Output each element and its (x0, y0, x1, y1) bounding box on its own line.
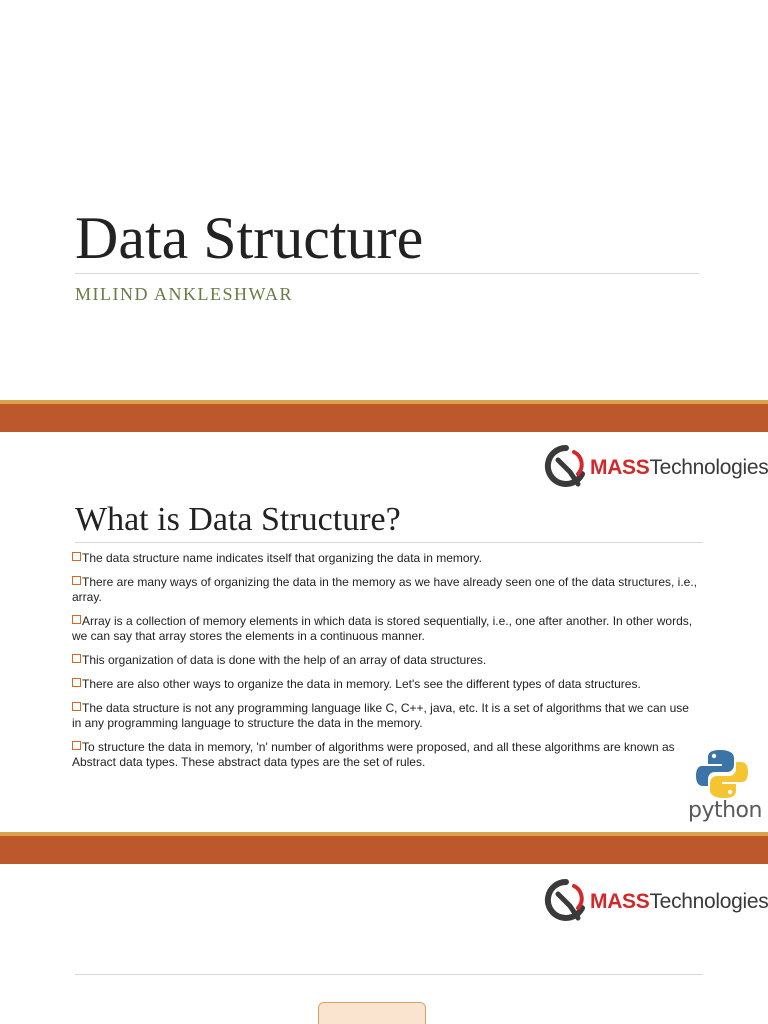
slide-title: Data Structure (75, 205, 424, 271)
title-divider (75, 273, 699, 274)
python-logo-icon (694, 748, 750, 800)
band-edge (0, 832, 768, 836)
python-logo (686, 748, 762, 828)
list-item: There are many ways of organizing the data in the memory as we have already seen one of the data structures, i.e., array. (72, 575, 697, 604)
bullet-marker-icon (72, 741, 81, 750)
diagram-box (318, 1002, 426, 1024)
list-item: The data structure is not any programming language like C, C++, java, etc. It is a set of algorithms that we can use in any programming language to structure the data in the memory. (72, 701, 689, 730)
logo-wordmark: MASSTechnologies (590, 890, 768, 913)
python-wordmark: python (688, 798, 762, 823)
list-item: Array is a collection of memory elements in which data is stored sequentially, i.e., one after another. In other words, we can say that array stores the elements in a continuous manner. (72, 614, 693, 643)
heading-divider (75, 542, 703, 543)
bullet-marker-icon (72, 552, 81, 561)
slide-separator-band (0, 400, 768, 432)
bullet-list (72, 551, 700, 779)
mass-technologies-logo (544, 444, 768, 496)
bullet-marker-icon (72, 702, 81, 711)
title-slide (0, 0, 768, 400)
list-item: To structure the data in memory, 'n' number of algorithms were proposed, and all these algorithms are known as Abstract data types. These abstract data types are the set of rules. (72, 740, 675, 769)
heading-divider (75, 974, 703, 975)
slide-heading: What is Data Structure? (75, 501, 401, 538)
band-edge (0, 400, 768, 404)
bullet-marker-icon (72, 678, 81, 687)
list-item: The data structure name indicates itself that organizing the data in memory. (72, 551, 700, 566)
mass-technologies-logo-icon (544, 878, 588, 922)
mass-technologies-logo (544, 878, 768, 930)
next-slide (0, 864, 768, 1024)
author-name: MILIND ANKLESHWAR (75, 284, 293, 304)
list-item: There are also other ways to organize the data in memory. Let's see the different types of data structures. (72, 677, 700, 692)
slide-separator-band (0, 832, 768, 864)
bullet-marker-icon (72, 576, 81, 585)
bullet-marker-icon (72, 654, 81, 663)
logo-wordmark: MASSTechnologies (590, 456, 768, 479)
mass-technologies-logo-icon (544, 444, 588, 488)
bullet-marker-icon (72, 615, 81, 624)
content-slide (0, 432, 768, 832)
list-item: This organization of data is done with the help of an array of data structures. (72, 653, 700, 668)
